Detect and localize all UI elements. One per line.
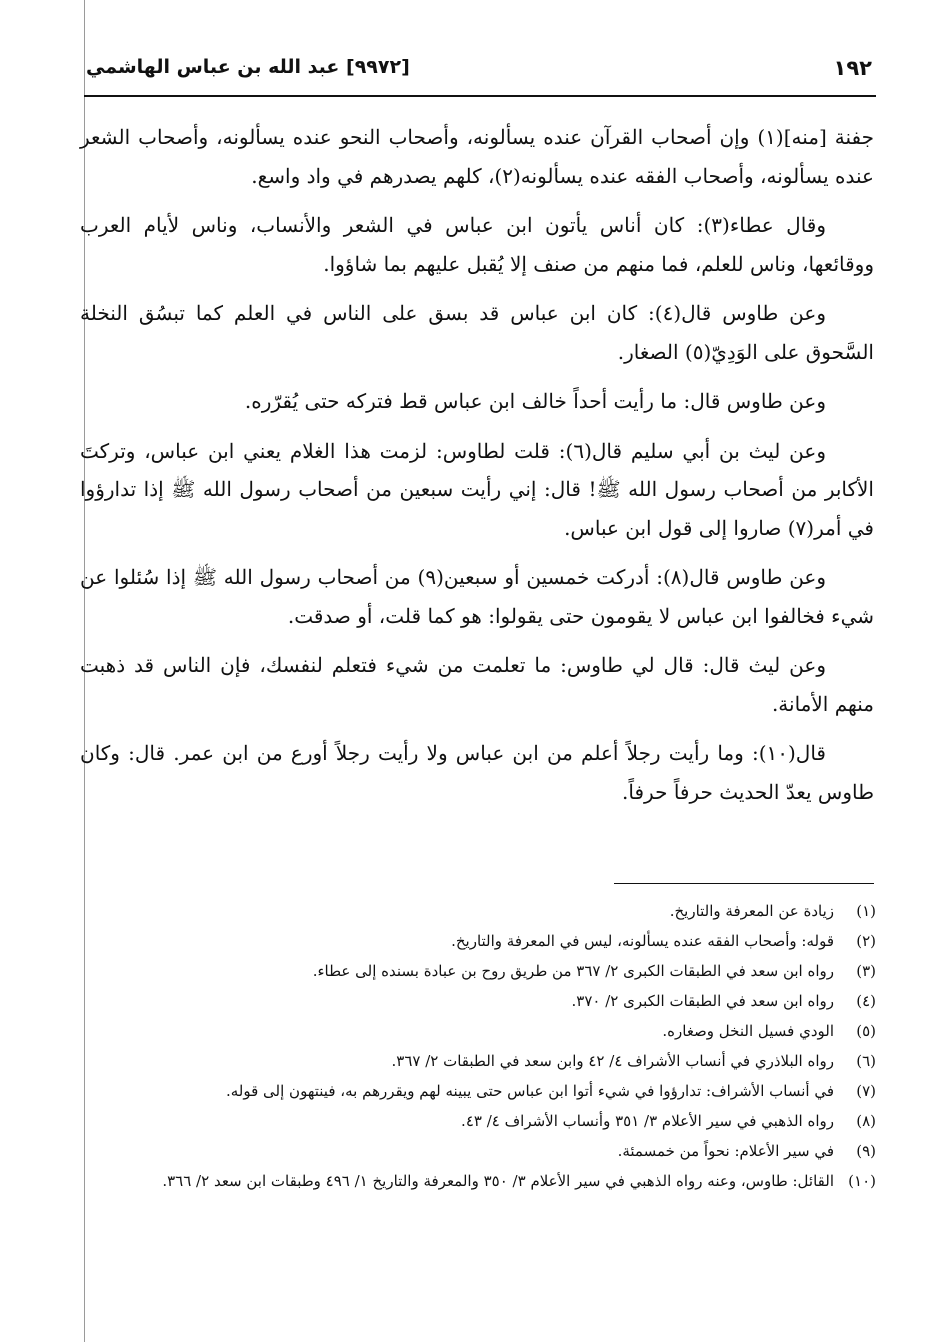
footnote-number: (٣): [856, 962, 876, 980]
footnote-text: رواه ابن سعد في الطبقات الكبرى ٢/ ٣٦٧ من طريق روح بن عبادة بسنده إلى عطاء.: [312, 962, 834, 980]
footnotes: [78, 896, 876, 1196]
footnote-number: (٤): [856, 992, 876, 1010]
footnote: [78, 1106, 876, 1136]
paragraph: قال(١٠): وما رأيت رجلاً أعلم من ابن عباس ولا رأيت رجلاً أورع من ابن عمر. قال: وكان طاوس يعدّ الحديث حرفاً حرفاً.: [80, 741, 874, 804]
page-number: ١٩٢: [833, 56, 872, 80]
footnote-number: (١٠): [848, 1172, 876, 1190]
footnote: [78, 926, 876, 956]
footnote-number: (٦): [856, 1052, 876, 1070]
footnote-text: في سير الأعلام: نحواً من خمسمئة.: [617, 1142, 834, 1160]
paragraph: وعن طاوس قال: ما رأيت أحداً خالف ابن عباس قط فتركه حتى يُقرّره.: [244, 389, 826, 413]
footnote: [78, 986, 876, 1016]
footnote-number: (٨): [856, 1112, 876, 1130]
paragraph: وعن طاوس قال(٤): كان ابن عباس قد بسق على الناس في العلم كما تبسُق النخلة السَّحوق على الوَدِيّ(٥) الصغار.: [80, 301, 874, 364]
footnote: [78, 1166, 876, 1196]
footnote: [78, 1076, 876, 1106]
footnote-text: رواه البلاذري في أنساب الأشراف ٤/ ٤٢ وابن سعد في الطبقات ٢/ ٣٦٧.: [391, 1052, 834, 1070]
page-header: [84, 52, 876, 90]
main-text: [80, 118, 874, 822]
footnote: [78, 956, 876, 986]
paragraph: جفنة [منه](١) وإن أصحاب القرآن عنده يسألونه، وأصحاب النحو عنده يسألونه، وأصحاب الشعر عنده يسألونه، وأصحاب الفقه عنده يسألونه(٢)، كلهم يصدرهم في واد واسع.: [80, 125, 874, 188]
paragraph: وعن طاوس قال(٨): أدركت خمسين أو سبعين(٩) من أصحاب رسول الله ﷺ إذا سُئلوا عن شيء فخالفوا ابن عباس لا يقومون حتى يقولوا: هو كما قلت، أو صدقت.: [80, 565, 874, 628]
footnote-text: القائل: طاوس، وعنه رواه الذهبي في سير الأعلام ٣/ ٣٥٠ والمعرفة والتاريخ ١/ ٤٩٦ وطبقات ابن سعد ٢/ ٣٦٦.: [162, 1172, 834, 1190]
footnote-number: (٥): [856, 1022, 876, 1040]
paragraph: وقال عطاء(٣): كان أناس يأتون ابن عباس في الشعر والأنساب، وناس لأيام العرب ووقائعها، وناس للعلم، فما منهم من صنف إلا يُقبل عليهم بما شاؤوا.: [80, 213, 874, 276]
header-rule: [84, 95, 876, 97]
footnote: [78, 1046, 876, 1076]
footnote: [78, 1016, 876, 1046]
footnote-text: زيادة عن المعرفة والتاريخ.: [669, 902, 834, 920]
footnote-text: رواه ابن سعد في الطبقات الكبرى ٢/ ٣٧٠.: [571, 992, 834, 1010]
footnote-rule: [614, 883, 874, 884]
footnote-number: (٢): [856, 932, 876, 950]
paragraph: وعن ليث بن أبي سليم قال(٦): قلت لطاوس: لزمت هذا الغلام يعني ابن عباس، وتركتَ الأكابر من أصحاب رسول الله ﷺ! قال: إني رأيت سبعين من أصحاب رسول الله ﷺ إذا تدارؤوا في أمر(٧) صاروا إلى قول ابن عباس.: [80, 438, 874, 540]
footnote-number: (١): [856, 902, 876, 920]
footnote-text: الودي فسيل النخل وصغاره.: [662, 1022, 834, 1040]
footnote-text: في أنساب الأشراف: تدارؤوا في شيء أتوا ابن عباس حتى يبينه لهم ويقررهم به، فينتهون إلى قوله.: [225, 1082, 834, 1100]
footnote: [78, 896, 876, 926]
footnote-text: رواه الذهبي في سير الأعلام ٣/ ٣٥١ وأنساب الأشراف ٤/ ٤٣.: [461, 1112, 834, 1130]
footnote-number: (٧): [856, 1082, 876, 1100]
running-head: [٩٩٧٢] عبد الله بن عباس الهاشمي: [86, 56, 410, 78]
footnote: [78, 1136, 876, 1166]
footnote-text: قوله: وأصحاب الفقه عنده يسألونه، ليس في المعرفة والتاريخ.: [451, 932, 834, 950]
paragraph: وعن ليث قال: قال لي طاوس: ما تعلمت من شيء فتعلم لنفسك، فإن الناس قد ذهبت منهم الأمانة.: [80, 653, 874, 716]
footnote-number: (٩): [856, 1142, 876, 1160]
